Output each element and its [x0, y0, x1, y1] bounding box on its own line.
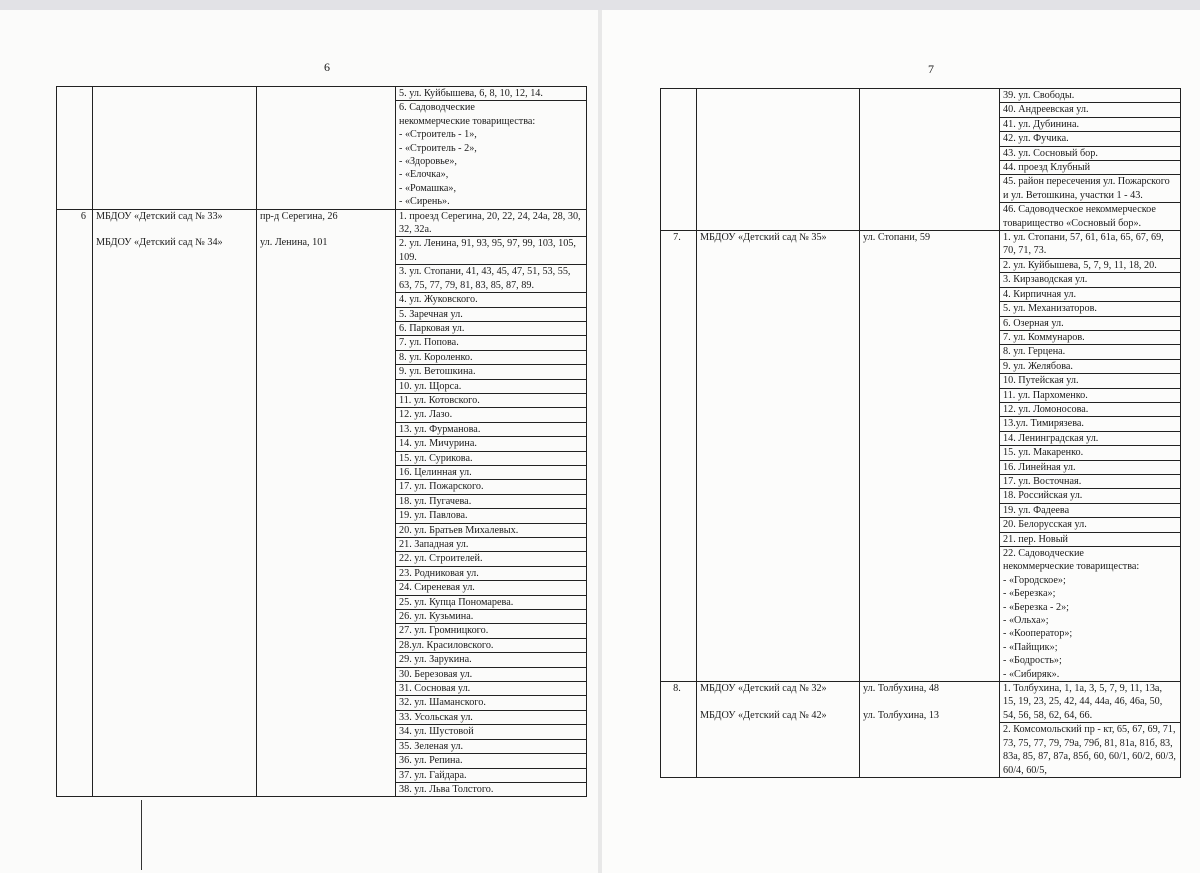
kindergarten-names: МБДОУ «Детский сад № 35» [697, 231, 860, 682]
table-row [661, 231, 1181, 259]
street-cell: 4. ул. Жуковского. [396, 293, 587, 307]
street-cell: 18. ул. Пугачева. [396, 494, 587, 508]
street-cell: 15. ул. Сурикова. [396, 451, 587, 465]
street-cell: 5. Заречная ул. [396, 307, 587, 321]
street-cell: 9. ул. Ветошкина. [396, 365, 587, 379]
page-number-right: 7 [928, 62, 934, 76]
street-cell: 12. ул. Ломоносова. [1000, 402, 1181, 416]
street-cell: 18. Российская ул. [1000, 489, 1181, 503]
street-cell: 43. ул. Сосновый бор. [1000, 146, 1181, 160]
table-row [661, 89, 1181, 103]
page-number-left: 6 [324, 60, 330, 74]
street-cell: 7. ул. Коммунаров. [1000, 330, 1181, 344]
street-cell: 6. Озерная ул. [1000, 316, 1181, 330]
street-cell: 2. ул. Куйбышева, 5, 7, 9, 11, 18, 20. [1000, 258, 1181, 272]
street-cell: 6. Парковая ул. [396, 321, 587, 335]
street-cell: 28.ул. Красиловского. [396, 638, 587, 652]
address-32: ул. Толбухина, 48 [863, 683, 940, 695]
page-gutter [598, 10, 602, 873]
street-cell: 10. ул. Щорса. [396, 379, 587, 393]
street-cell: 30. Березовая ул. [396, 667, 587, 681]
street-cell: 11. ул. Пархоменко. [1000, 388, 1181, 402]
street-cell: 2. Комсомольский пр - кт, 65, 67, 69, 71, 73, 75, 77, 79, 79а, 79б, 81, 81а, 81б, 83, 83а, 85, 87, 87а, 85б, 60, 60/1, 60/2, 60/3, 60/4, 60/5, [1000, 723, 1181, 778]
street-cell: 1. проезд Серегина, 20, 22, 24, 24а, 28, 30, 32, 32а. [396, 209, 587, 237]
street-cell: 41. ул. Дубинина. [1000, 117, 1181, 131]
street-cell: 46. Садоводческое некоммерческое товарищество «Сосновый бор». [1000, 203, 1181, 231]
street-cell: 26. ул. Кузьмина. [396, 610, 587, 624]
street-cell: 13. ул. Фурманова. [396, 422, 587, 436]
district-table-left [56, 86, 587, 797]
kindergarten-addresses [860, 682, 1000, 778]
street-cell: 39. ул. Свободы. [1000, 89, 1181, 103]
street-cell: 9. ул. Желябова. [1000, 359, 1181, 373]
street-cell: 10. Путейская ул. [1000, 374, 1181, 388]
kindergarten-names [93, 209, 257, 797]
street-cell: 20. Белорусская ул. [1000, 518, 1181, 532]
street-cell: 23. Родниковая ул. [396, 566, 587, 580]
street-cell: 14. Ленинградская ул. [1000, 431, 1181, 445]
street-cell: 34. ул. Шустовой [396, 725, 587, 739]
street-cell: 19. ул. Павлова. [396, 509, 587, 523]
street-cell: 17. ул. Восточная. [1000, 474, 1181, 488]
street-cell: 4. Кирпичная ул. [1000, 287, 1181, 301]
street-cell: 24. Сиреневая ул. [396, 581, 587, 595]
street-cell: 14. ул. Мичурина. [396, 437, 587, 451]
address-42: ул. Толбухина, 13 [863, 709, 940, 721]
kindergarten-cell [93, 87, 257, 210]
street-cell: 8. ул. Герцена. [1000, 345, 1181, 359]
street-cell: 45. район пересечения ул. Пожарского и ул. Ветошкина, участки 1 - 43. [1000, 175, 1181, 203]
group-number: 6 [57, 209, 93, 797]
group-number: 7. [661, 231, 697, 682]
street-cell: 32. ул. Шаманского. [396, 696, 587, 710]
binding-line [141, 800, 142, 870]
street-cell: 21. Западная ул. [396, 538, 587, 552]
street-cell: 40. Андреевская ул. [1000, 103, 1181, 117]
kindergarten-42: МБДОУ «Детский сад № 42» [700, 709, 827, 721]
street-cell: 3. ул. Стопани, 41, 43, 45, 47, 51, 53, 55, 63, 75, 77, 79, 81, 83, 85, 87, 89. [396, 265, 587, 293]
street-cell: 31. Сосновая ул. [396, 682, 587, 696]
street-cell: 20. ул. Братьев Михалевых. [396, 523, 587, 537]
address-34: ул. Ленина, 101 [260, 237, 328, 249]
street-cell: 25. ул. Купца Пономарева. [396, 595, 587, 609]
street-cell: 13.ул. Тимирязева. [1000, 417, 1181, 431]
number-cell [661, 89, 697, 231]
street-cell: 27. ул. Громницкого. [396, 624, 587, 638]
scanner-top-band [0, 0, 1200, 10]
kindergarten-32: МБДОУ «Детский сад № 32» [700, 683, 827, 695]
street-cell: 11. ул. Котовского. [396, 393, 587, 407]
street-cell: 15. ул. Макаренко. [1000, 446, 1181, 460]
district-table-right [660, 88, 1181, 778]
street-cell: 3. Кирзаводская ул. [1000, 273, 1181, 287]
table-row [57, 87, 587, 101]
street-cell: 16. Целинная ул. [396, 465, 587, 479]
street-cell: 1. ул. Стопани, 57, 61, 61а, 65, 67, 69, 70, 71, 73. [1000, 231, 1181, 259]
street-cell: 7. ул. Попова. [396, 336, 587, 350]
number-cell [57, 87, 93, 210]
address-33: пр-д Серегина, 26 [260, 210, 338, 222]
street-cell: 35. Зеленая ул. [396, 739, 587, 753]
kindergarten-34: МБДОУ «Детский сад № 34» [96, 237, 223, 249]
kindergarten-addresses: ул. Стопани, 59 [860, 231, 1000, 682]
address-cell [257, 87, 396, 210]
street-cell: 2. ул. Ленина, 91, 93, 95, 97, 99, 103, 105, 109. [396, 237, 587, 265]
street-cell: 12. ул. Лазо. [396, 408, 587, 422]
street-cell: 16. Линейная ул. [1000, 460, 1181, 474]
street-cell: 8. ул. Короленко. [396, 350, 587, 364]
street-cell: 42. ул. Фучика. [1000, 132, 1181, 146]
street-cell: 1. Толбухина, 1, 1а, 3, 5, 7, 9, 11, 13а, 15, 19, 23, 25, 42, 44, 44а, 46, 46а, 50, 54, 56, 58, 62, 64, 66. [1000, 682, 1181, 723]
street-cell: 36. ул. Репина. [396, 754, 587, 768]
kindergarten-addresses [257, 209, 396, 797]
street-cell: 22. ул. Строителей. [396, 552, 587, 566]
table-row [661, 682, 1181, 723]
street-cell: 21. пер. Новый [1000, 532, 1181, 546]
street-cell: 33. Усольская ул. [396, 710, 587, 724]
street-cell: 5. ул. Механизаторов. [1000, 302, 1181, 316]
street-cell: 6. Садоводческие некоммерческие товарищества: - «Строитель - 1», - «Строитель - 2», - «Здоровье», - «Елочка», - «Ромашка», - «Сирень». [396, 101, 587, 209]
kindergarten-names [697, 682, 860, 778]
street-cell: 19. ул. Фадеева [1000, 503, 1181, 517]
table-row [57, 209, 587, 237]
street-cell: 37. ул. Гайдара. [396, 768, 587, 782]
kindergarten-cell [697, 89, 860, 231]
street-cell: 29. ул. Зарукина. [396, 653, 587, 667]
street-cell: 22. Садоводческие некоммерческие товарищества: - «Городское»; - «Березка»; - «Березка - 2»; - «Ольха»; - «Кооператор»; - «Пайщик»; - «Бодрость»; - «Сибиряк». [1000, 547, 1181, 682]
address-cell [860, 89, 1000, 231]
street-cell: 44. проезд Клубный [1000, 161, 1181, 175]
street-cell: 5. ул. Куйбышева, 6, 8, 10, 12, 14. [396, 87, 587, 101]
street-cell: 38. ул. Льва Толстого. [396, 782, 587, 796]
group-number: 8. [661, 682, 697, 778]
kindergarten-33: МБДОУ «Детский сад № 33» [96, 210, 223, 222]
street-cell: 17. ул. Пожарского. [396, 480, 587, 494]
